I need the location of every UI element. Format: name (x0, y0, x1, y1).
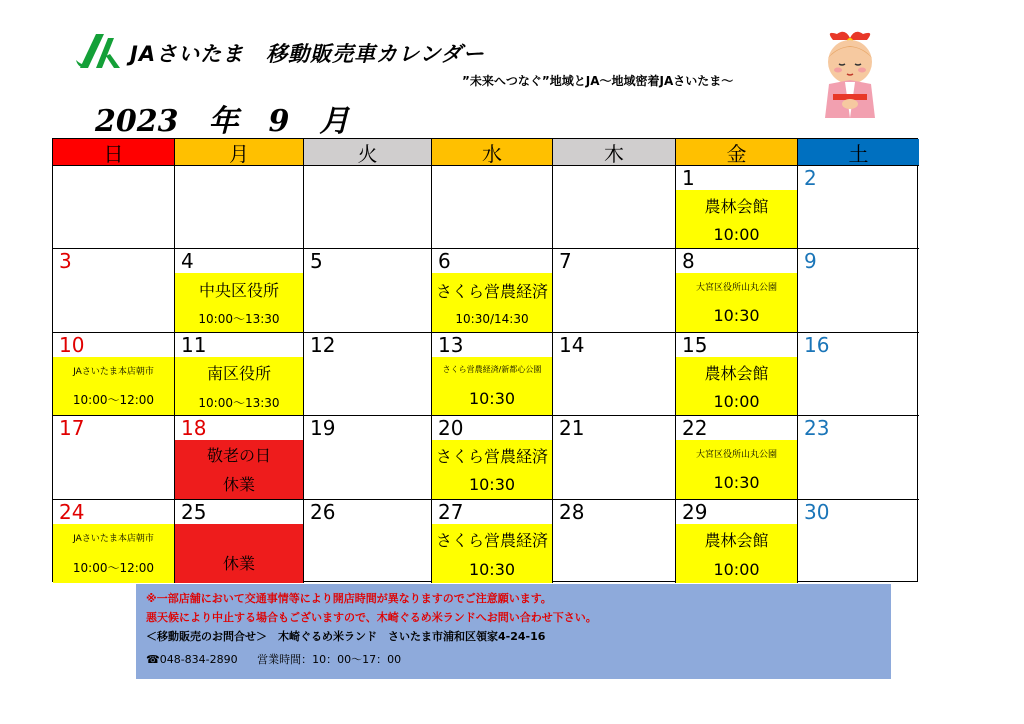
day-number: 7 (559, 249, 572, 274)
day-cell (53, 416, 175, 499)
day-cell (432, 166, 553, 249)
event-place: JAさいたま本店朝市 (73, 366, 154, 377)
day-number: 1 (682, 166, 695, 190)
day-number: 29 (682, 499, 708, 524)
day-cell (553, 416, 676, 499)
business-hours: 営業時間：10：00～17：00 (257, 653, 402, 666)
weekday-header: 金 (676, 139, 798, 166)
day-number: 28 (559, 499, 585, 524)
event-time: 10:30/14:30 (455, 312, 529, 327)
day-cell (676, 416, 798, 499)
day-number: 4 (181, 249, 194, 274)
event-block (432, 524, 552, 583)
weekday-header: 日 (53, 139, 175, 166)
day-number: 14 (559, 332, 585, 357)
weekday-header: 土 (798, 139, 919, 166)
day-cell (798, 416, 919, 499)
event-place: 大宮区役所山丸公園 (695, 282, 777, 293)
event-time: 10:00～12:00 (72, 393, 155, 408)
event-time: 休業 (222, 553, 255, 573)
day-number: 17 (59, 416, 85, 441)
day-cell (304, 500, 432, 583)
event-block (676, 440, 797, 498)
day-cell (553, 500, 676, 583)
event-time: 10:30 (468, 559, 516, 579)
event-time: 10:00 (713, 225, 760, 245)
event-place: さくら営農経済 (435, 447, 548, 467)
day-number: 21 (559, 416, 585, 441)
day-number: 12 (310, 332, 336, 357)
event-time: 10:30 (468, 389, 516, 409)
event-place: 農林会館 (704, 530, 769, 550)
event-block (432, 273, 552, 331)
day-number: 3 (59, 249, 72, 274)
day-number: 8 (682, 249, 695, 274)
event-block (175, 524, 303, 583)
day-cell (553, 333, 676, 416)
day-number: 2 (804, 166, 817, 190)
event-block (676, 524, 797, 583)
day-number: 26 (310, 499, 336, 524)
notice-line-traffic: ※一部店舗において交通事情等により開店時間が異なりますのでご注意願います。 (146, 592, 552, 605)
event-place: さくら営農経済/新都心公園 (442, 364, 542, 374)
event-place: 農林会館 (704, 197, 769, 217)
notice-line-contact: ＜移動販売のお問合せ＞ 木崎ぐるめ米ランド さいたま市浦和区領家4-24-16 (146, 630, 546, 643)
event-block (175, 273, 303, 331)
day-number: 13 (438, 332, 464, 357)
day-number: 6 (438, 249, 451, 274)
day-cell (798, 333, 919, 416)
slogan: ”未来へつなぐ”地域とJA～地域密着JAさいたま～ (462, 74, 734, 88)
day-number: 16 (804, 332, 830, 357)
day-cell (676, 249, 798, 332)
day-number: 27 (438, 499, 464, 524)
event-block (432, 357, 552, 415)
day-cell (53, 333, 175, 416)
phone-number: ☎048-834-2890 (146, 653, 238, 666)
event-place: JAさいたま本店朝市 (73, 533, 154, 544)
event-place: 敬老の日 (206, 446, 271, 466)
day-cell (676, 166, 798, 249)
day-number: 15 (682, 332, 708, 357)
mascot-illustration (815, 28, 885, 120)
event-place: 中央区役所 (198, 280, 279, 300)
weekday-header: 木 (553, 139, 676, 166)
day-number: 19 (310, 416, 336, 441)
calendar-grid (52, 138, 918, 582)
day-cell (53, 249, 175, 332)
day-cell (175, 500, 304, 583)
day-number: 20 (438, 416, 464, 441)
event-time: 10:00 (713, 559, 760, 579)
day-cell (553, 249, 676, 332)
event-time: 10:30 (713, 472, 760, 492)
event-block (676, 273, 797, 331)
event-place: 大宮区役所山丸公園 (695, 449, 777, 460)
day-number: 24 (59, 499, 85, 524)
event-time: 10:30 (468, 475, 516, 495)
day-cell (798, 249, 919, 332)
day-number: 9 (804, 249, 817, 274)
event-place: 南区役所 (206, 364, 271, 384)
day-cell (304, 249, 432, 332)
event-time: 10:00～13:30 (198, 312, 280, 327)
day-number: 23 (804, 416, 830, 441)
notice-box (136, 584, 891, 679)
event-place: さくら営農経済 (435, 530, 548, 550)
day-cell (175, 333, 304, 416)
event-place: さくら営農経済 (435, 281, 548, 301)
day-cell (432, 500, 553, 583)
event-time: 休業 (222, 475, 255, 495)
day-cell (676, 333, 798, 416)
day-cell (304, 333, 432, 416)
day-number: 18 (181, 416, 207, 441)
day-cell (304, 166, 432, 249)
day-cell (53, 500, 175, 583)
day-number: 25 (181, 499, 207, 524)
day-number: 5 (310, 249, 323, 274)
day-number: 10 (59, 332, 85, 357)
event-block (53, 524, 174, 583)
event-block (53, 357, 174, 415)
event-block (175, 357, 303, 415)
event-time: 10:00～12:00 (72, 560, 155, 575)
day-cell (175, 166, 304, 249)
day-cell (798, 500, 919, 583)
event-time: 10:00 (713, 392, 760, 412)
day-cell (432, 416, 553, 499)
weekday-header: 火 (304, 139, 432, 166)
day-number: 22 (682, 416, 708, 441)
month-title: 2023 年 9 月 (95, 104, 350, 139)
event-block (676, 357, 797, 415)
event-time: 10:00～13:30 (198, 395, 280, 410)
day-cell (432, 333, 553, 416)
day-cell (175, 416, 304, 499)
event-block (432, 440, 552, 498)
event-time: 10:30 (713, 306, 760, 326)
day-cell (53, 166, 175, 249)
day-cell (304, 416, 432, 499)
event-block (676, 190, 797, 248)
notice-phone-row (146, 650, 881, 669)
event-place: 農林会館 (704, 363, 769, 383)
day-cell (553, 166, 676, 249)
day-number: 11 (181, 332, 207, 357)
day-number: 30 (804, 499, 830, 524)
event-block (175, 440, 303, 498)
brand-title: JAさいたま 移動販売車カレンダー (130, 42, 485, 66)
notice-line-weather: 悪天候により中止する場合もございますので、木崎ぐるめ米ランドへお問い合わせ下さい。 (146, 611, 597, 624)
ja-logo (74, 30, 124, 70)
day-cell (798, 166, 919, 249)
day-cell (432, 249, 553, 332)
weekday-header: 水 (432, 139, 553, 166)
weekday-header: 月 (175, 139, 304, 166)
day-cell (175, 249, 304, 332)
day-cell (676, 500, 798, 583)
